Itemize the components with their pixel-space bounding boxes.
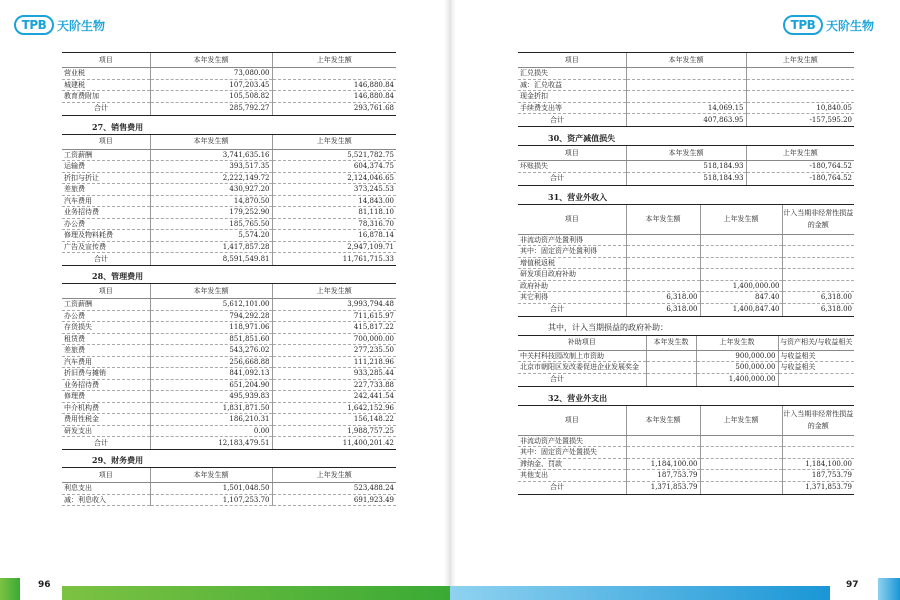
cell-value: 393,517.35 [150,161,272,173]
section-title: 28、管理费用 [92,271,144,281]
table-row [518,246,854,258]
column-header: 上年发生额 [272,468,396,483]
cell-value [782,234,854,246]
total-value: 12,183,479.51 [150,437,272,450]
right-page [450,0,900,600]
cell-value: 5,612,101.00 [150,299,272,311]
row-label: 折旧费与摊销 [62,368,150,380]
row-label: 非流动资产处置利得 [518,234,626,246]
total-label: 合计 [518,114,626,127]
cell-value: 73,080.00 [150,68,272,80]
selling-expense-table [62,134,396,267]
cell-value: -180,764.52 [746,161,854,173]
row-label: 其中：固定资产处置损失 [518,447,626,459]
table-row [518,280,854,292]
cell-value: 227,733.88 [272,379,396,391]
table-header-row [518,335,854,350]
cell-value [626,435,700,447]
column-header: 本年发生额 [150,134,272,149]
column-header: 本年发生额 [150,53,272,68]
table-row [62,299,396,311]
cell-value: 1,642,152.96 [272,402,396,414]
table-row [518,91,854,103]
row-label: 城建税 [62,79,150,91]
cell-value [782,257,854,269]
row-label: 差旅费 [62,345,150,357]
row-label: 工资薪酬 [62,149,150,161]
total-label: 合计 [62,437,150,450]
table-row [62,368,396,380]
column-header: 项目 [62,134,150,149]
row-label: 利息支出 [62,483,150,495]
total-value: 8,591,549.81 [150,253,272,266]
table-row [518,161,854,173]
cell-value [782,246,854,258]
cell-value [626,91,746,103]
row-label: 运输费 [62,161,150,173]
table-row [518,458,854,470]
total-row [518,303,854,316]
table-header-row [518,204,854,234]
cell-value: 3,993,794.48 [272,299,396,311]
column-header: 项目 [518,146,626,161]
cell-value [646,362,696,374]
table-row [62,149,396,161]
table-row [518,269,854,281]
cell-value: 186,210.31 [150,414,272,426]
left-footer [0,578,450,600]
cell-value: 6,318.00 [782,292,854,304]
column-header: 上年发生数 [696,335,778,350]
total-label: 合计 [518,481,626,494]
table-header-row [62,468,396,483]
row-label: 租赁费 [62,333,150,345]
table-row [62,79,396,91]
column-header: 上年发生额 [746,146,854,161]
total-value: 1,400,847.40 [700,303,782,316]
cell-value: 118,971.06 [150,322,272,334]
total-label: 合计 [518,373,646,386]
right-footer [450,578,900,600]
row-label: 汽车费用 [62,195,150,207]
logo-text: 天阶生物 [57,18,106,33]
cell-value: 242,441.54 [272,391,396,403]
total-row [62,253,396,266]
row-label: 差旅费 [62,184,150,196]
row-label: 北京市朝阳区发改委促进企业发展奖金 [518,362,646,374]
page-number: 97 [846,580,859,590]
right-content [518,52,854,495]
table-row [62,356,396,368]
column-header: 项目 [62,468,150,483]
column-header: 本年发生额 [626,53,746,68]
column-header: 项目 [62,53,150,68]
row-label: 修理及物料耗费 [62,230,150,242]
total-row [62,102,396,115]
cell-value: 1,417,857.28 [150,241,272,253]
row-label: 其中：固定资产处置利得 [518,246,626,258]
cell-value [700,470,782,482]
column-header: 计入当期非经常性损益的金额 [782,204,854,234]
total-value: 407,863.95 [626,114,746,127]
total-value [778,373,854,386]
cell-value: 495,939.83 [150,391,272,403]
table-row [62,379,396,391]
total-value: 518,184.93 [626,172,746,185]
table-row [518,435,854,447]
total-label: 合计 [518,303,626,316]
table-row [62,483,396,495]
total-row [518,373,854,386]
cell-value: 1,501,048.50 [150,483,272,495]
row-label: 工资薪酬 [62,299,150,311]
cell-value [782,280,854,292]
cell-value [700,257,782,269]
section-title: 30、资产减值损失 [548,133,616,143]
section-title: 27、销售费用 [92,121,144,132]
cell-value: 1,184,100.00 [782,458,854,470]
column-header: 项目 [62,284,150,299]
cell-value [626,257,700,269]
table-row [62,322,396,334]
total-value: 11,761,715.33 [272,253,396,266]
cell-value: 14,069.15 [626,102,746,114]
left-content [62,52,396,506]
cell-value: 179,252.90 [150,207,272,219]
table-row [62,68,396,80]
admin-expense-table [62,283,396,450]
cell-value [626,269,700,281]
row-label: 非流动资产处置损失 [518,435,626,447]
table-row [62,241,396,253]
total-value: 6,318.00 [782,303,854,316]
section-title: 其中，计入当期损益的政府补助： [548,322,668,332]
cell-value: 430,927.20 [150,184,272,196]
section-title: 31、营业外收入 [548,191,608,202]
total-value: 1,371,853.79 [626,481,700,494]
impairment-loss-table [518,145,854,186]
table-header-row [62,53,396,68]
cell-value: 14,843.00 [272,195,396,207]
table-row [62,414,396,426]
cell-value: 700,000.00 [272,333,396,345]
table-header-row [518,146,854,161]
footer-green-stripe [62,586,450,600]
cell-value: 0.00 [150,425,272,437]
cell-value [626,68,746,80]
row-label: 办公费 [62,310,150,322]
cell-value [626,280,700,292]
non-operating-income-table [518,204,854,317]
cell-value [272,68,396,80]
row-label: 教育费附加 [62,91,150,103]
cell-value: 415,817.22 [272,322,396,334]
table-row [62,218,396,230]
cell-value [646,350,696,362]
cell-value: 933,285.44 [272,368,396,380]
cell-value: 651,204.90 [150,379,272,391]
cell-value: 500,000.00 [696,362,778,374]
row-label: 滞纳金、罚款 [518,458,626,470]
cell-value: 81,118.10 [272,207,396,219]
row-label: 折扣与折让 [62,172,150,184]
cell-value: 900,000.00 [696,350,778,362]
column-header: 本年发生额 [626,405,700,435]
logo-badge: TPB [14,15,54,35]
row-label: 中关村科技园改制上市资助 [518,350,646,362]
cell-value: 5,521,782.75 [272,149,396,161]
total-label: 合计 [62,253,150,266]
footer-green-bar [0,578,20,600]
footer-blue-stripe [450,586,830,600]
cell-value: 107,203.45 [150,79,272,91]
column-header: 本年发生数 [646,335,696,350]
finance-expense-continued-table [518,52,854,127]
column-header: 项目 [518,204,626,234]
cell-value [700,447,782,459]
cell-value: 105,508.82 [150,91,272,103]
table-row [62,494,396,506]
book-gutter [444,0,456,600]
cell-value: 16,878.14 [272,230,396,242]
section-title: 32、营业外支出 [548,392,608,403]
cell-value: 187,753.79 [626,470,700,482]
cell-value [746,79,854,91]
table-row [62,195,396,207]
row-label: 政府补助 [518,280,626,292]
cell-value [626,447,700,459]
cell-value [626,246,700,258]
table-row [518,350,854,362]
table-row [518,234,854,246]
row-label: 减：汇兑收益 [518,79,626,91]
row-label: 手续费支出等 [518,102,626,114]
column-header: 上年发生额 [700,405,782,435]
table-row [518,470,854,482]
cell-value: 78,316.70 [272,218,396,230]
finance-expense-table [62,467,396,506]
row-label: 广告及宣传费 [62,241,150,253]
total-row [518,114,854,127]
table-row [518,79,854,91]
total-value: 285,792.27 [150,102,272,115]
logo-badge: TPB [783,15,823,35]
footer-blue-bar [878,578,900,600]
cell-value [700,269,782,281]
cell-value: 1,400,000.00 [700,280,782,292]
cell-value: 794,292.28 [150,310,272,322]
cell-value: 10,840.05 [746,102,854,114]
cell-value: 5,574.20 [150,230,272,242]
total-value: 6,318.00 [626,303,700,316]
cell-value: 604,374.75 [272,161,396,173]
cell-value [700,458,782,470]
cell-value [626,234,700,246]
cell-value: 1,184,100.00 [626,458,700,470]
table-row [62,402,396,414]
cell-value: 711,615.97 [272,310,396,322]
cell-value: 185,765.50 [150,218,272,230]
column-header: 补助项目 [518,335,646,350]
total-label: 合计 [518,172,626,185]
total-value [646,373,696,386]
table-row [518,68,854,80]
cell-value: 156,148.22 [272,414,396,426]
cell-value: 847.40 [700,292,782,304]
column-header: 上年发生额 [272,53,396,68]
cell-value: 841,092.13 [150,368,272,380]
column-header: 上年发生额 [700,204,782,234]
cell-value [626,79,746,91]
table-row [62,425,396,437]
cell-value: 111,218.96 [272,356,396,368]
cell-value [700,435,782,447]
cell-value: 256,668.88 [150,356,272,368]
table-row [62,333,396,345]
cell-value: 2,947,109.71 [272,241,396,253]
table-row [62,184,396,196]
cell-value: 851,851.60 [150,333,272,345]
total-value: 11,400,201.42 [272,437,396,450]
table-header-row [62,284,396,299]
cell-value: 146,880.84 [272,79,396,91]
cell-value [746,68,854,80]
column-header: 项目 [518,53,626,68]
row-label: 修理费 [62,391,150,403]
total-value [700,481,782,494]
tax-table [62,52,396,116]
cell-value: 691,923.49 [272,494,396,506]
cell-value: 1,831,871.50 [150,402,272,414]
table-row [62,345,396,357]
table-row [518,102,854,114]
table-row [62,172,396,184]
government-subsidy-table [518,335,854,387]
table-row [518,292,854,304]
row-label: 存货损失 [62,322,150,334]
cell-value: 373,245.53 [272,184,396,196]
cell-value: 14,870.50 [150,195,272,207]
row-label: 汽车费用 [62,356,150,368]
section-title: 29、财务费用 [92,455,144,465]
column-header: 上年发生额 [746,53,854,68]
column-header: 上年发生额 [272,284,396,299]
total-value: 293,761.68 [272,102,396,115]
cell-value: 2,222,149.72 [150,172,272,184]
row-label: 汇兑损失 [518,68,626,80]
row-label: 现金折扣 [518,91,626,103]
row-label: 减：利息收入 [62,494,150,506]
column-header: 本年发生额 [626,204,700,234]
cell-value [746,91,854,103]
table-row [62,391,396,403]
row-label: 费用性税金 [62,414,150,426]
total-value: -157,595.20 [746,114,854,127]
total-row [62,437,396,450]
logo-text: 天阶生物 [825,18,874,33]
table-row [518,447,854,459]
cell-value: 与收益相关 [778,362,854,374]
total-value: -180,764.52 [746,172,854,185]
column-header: 本年发生额 [626,146,746,161]
column-header: 与资产相关/与收益相关 [778,335,854,350]
page-number: 96 [38,580,51,590]
table-header-row [62,134,396,149]
cell-value: 277,235.50 [272,345,396,357]
table-header-row [518,405,854,435]
cell-value: 1,107,253.70 [150,494,272,506]
row-label: 业务招待费 [62,379,150,391]
row-label: 坏账损失 [518,161,626,173]
table-row [62,207,396,219]
column-header: 上年发生额 [272,134,396,149]
column-header: 本年发生额 [150,468,272,483]
total-row [518,481,854,494]
non-operating-expense-table [518,405,854,495]
cell-value: 2,124,046.65 [272,172,396,184]
row-label: 其他支出 [518,470,626,482]
total-row [518,172,854,185]
cell-value [700,246,782,258]
cell-value: 187,753.79 [782,470,854,482]
cell-value [782,435,854,447]
cell-value: 523,488.24 [272,483,396,495]
total-value: 1,400,000.00 [696,373,778,386]
row-label: 办公费 [62,218,150,230]
row-label: 增值税返税 [518,257,626,269]
cell-value [782,269,854,281]
total-value: 1,371,853.79 [782,481,854,494]
table-row [62,91,396,103]
row-label: 业务招待费 [62,207,150,219]
cell-value: 6,318.00 [626,292,700,304]
brand-logo [14,14,105,36]
cell-value: 与收益相关 [778,350,854,362]
cell-value [782,447,854,459]
table-row [62,310,396,322]
row-label: 研发项目政府补助 [518,269,626,281]
total-label: 合计 [62,102,150,115]
column-header: 本年发生额 [150,284,272,299]
row-label: 营业税 [62,68,150,80]
table-header-row [518,53,854,68]
table-row [518,257,854,269]
cell-value: 1,988,757.25 [272,425,396,437]
table-row [62,161,396,173]
cell-value: 518,184.93 [626,161,746,173]
row-label: 研发支出 [62,425,150,437]
brand-logo [783,14,874,36]
cell-value: 543,276.02 [150,345,272,357]
cell-value: 3,741,635.16 [150,149,272,161]
table-row [518,362,854,374]
cell-value: 146,880.84 [272,91,396,103]
row-label: 其它利得 [518,292,626,304]
column-header: 计入当期非经常性损益的金额 [782,405,854,435]
cell-value [700,234,782,246]
row-label: 中介机构费 [62,402,150,414]
table-row [62,230,396,242]
column-header: 项目 [518,405,626,435]
